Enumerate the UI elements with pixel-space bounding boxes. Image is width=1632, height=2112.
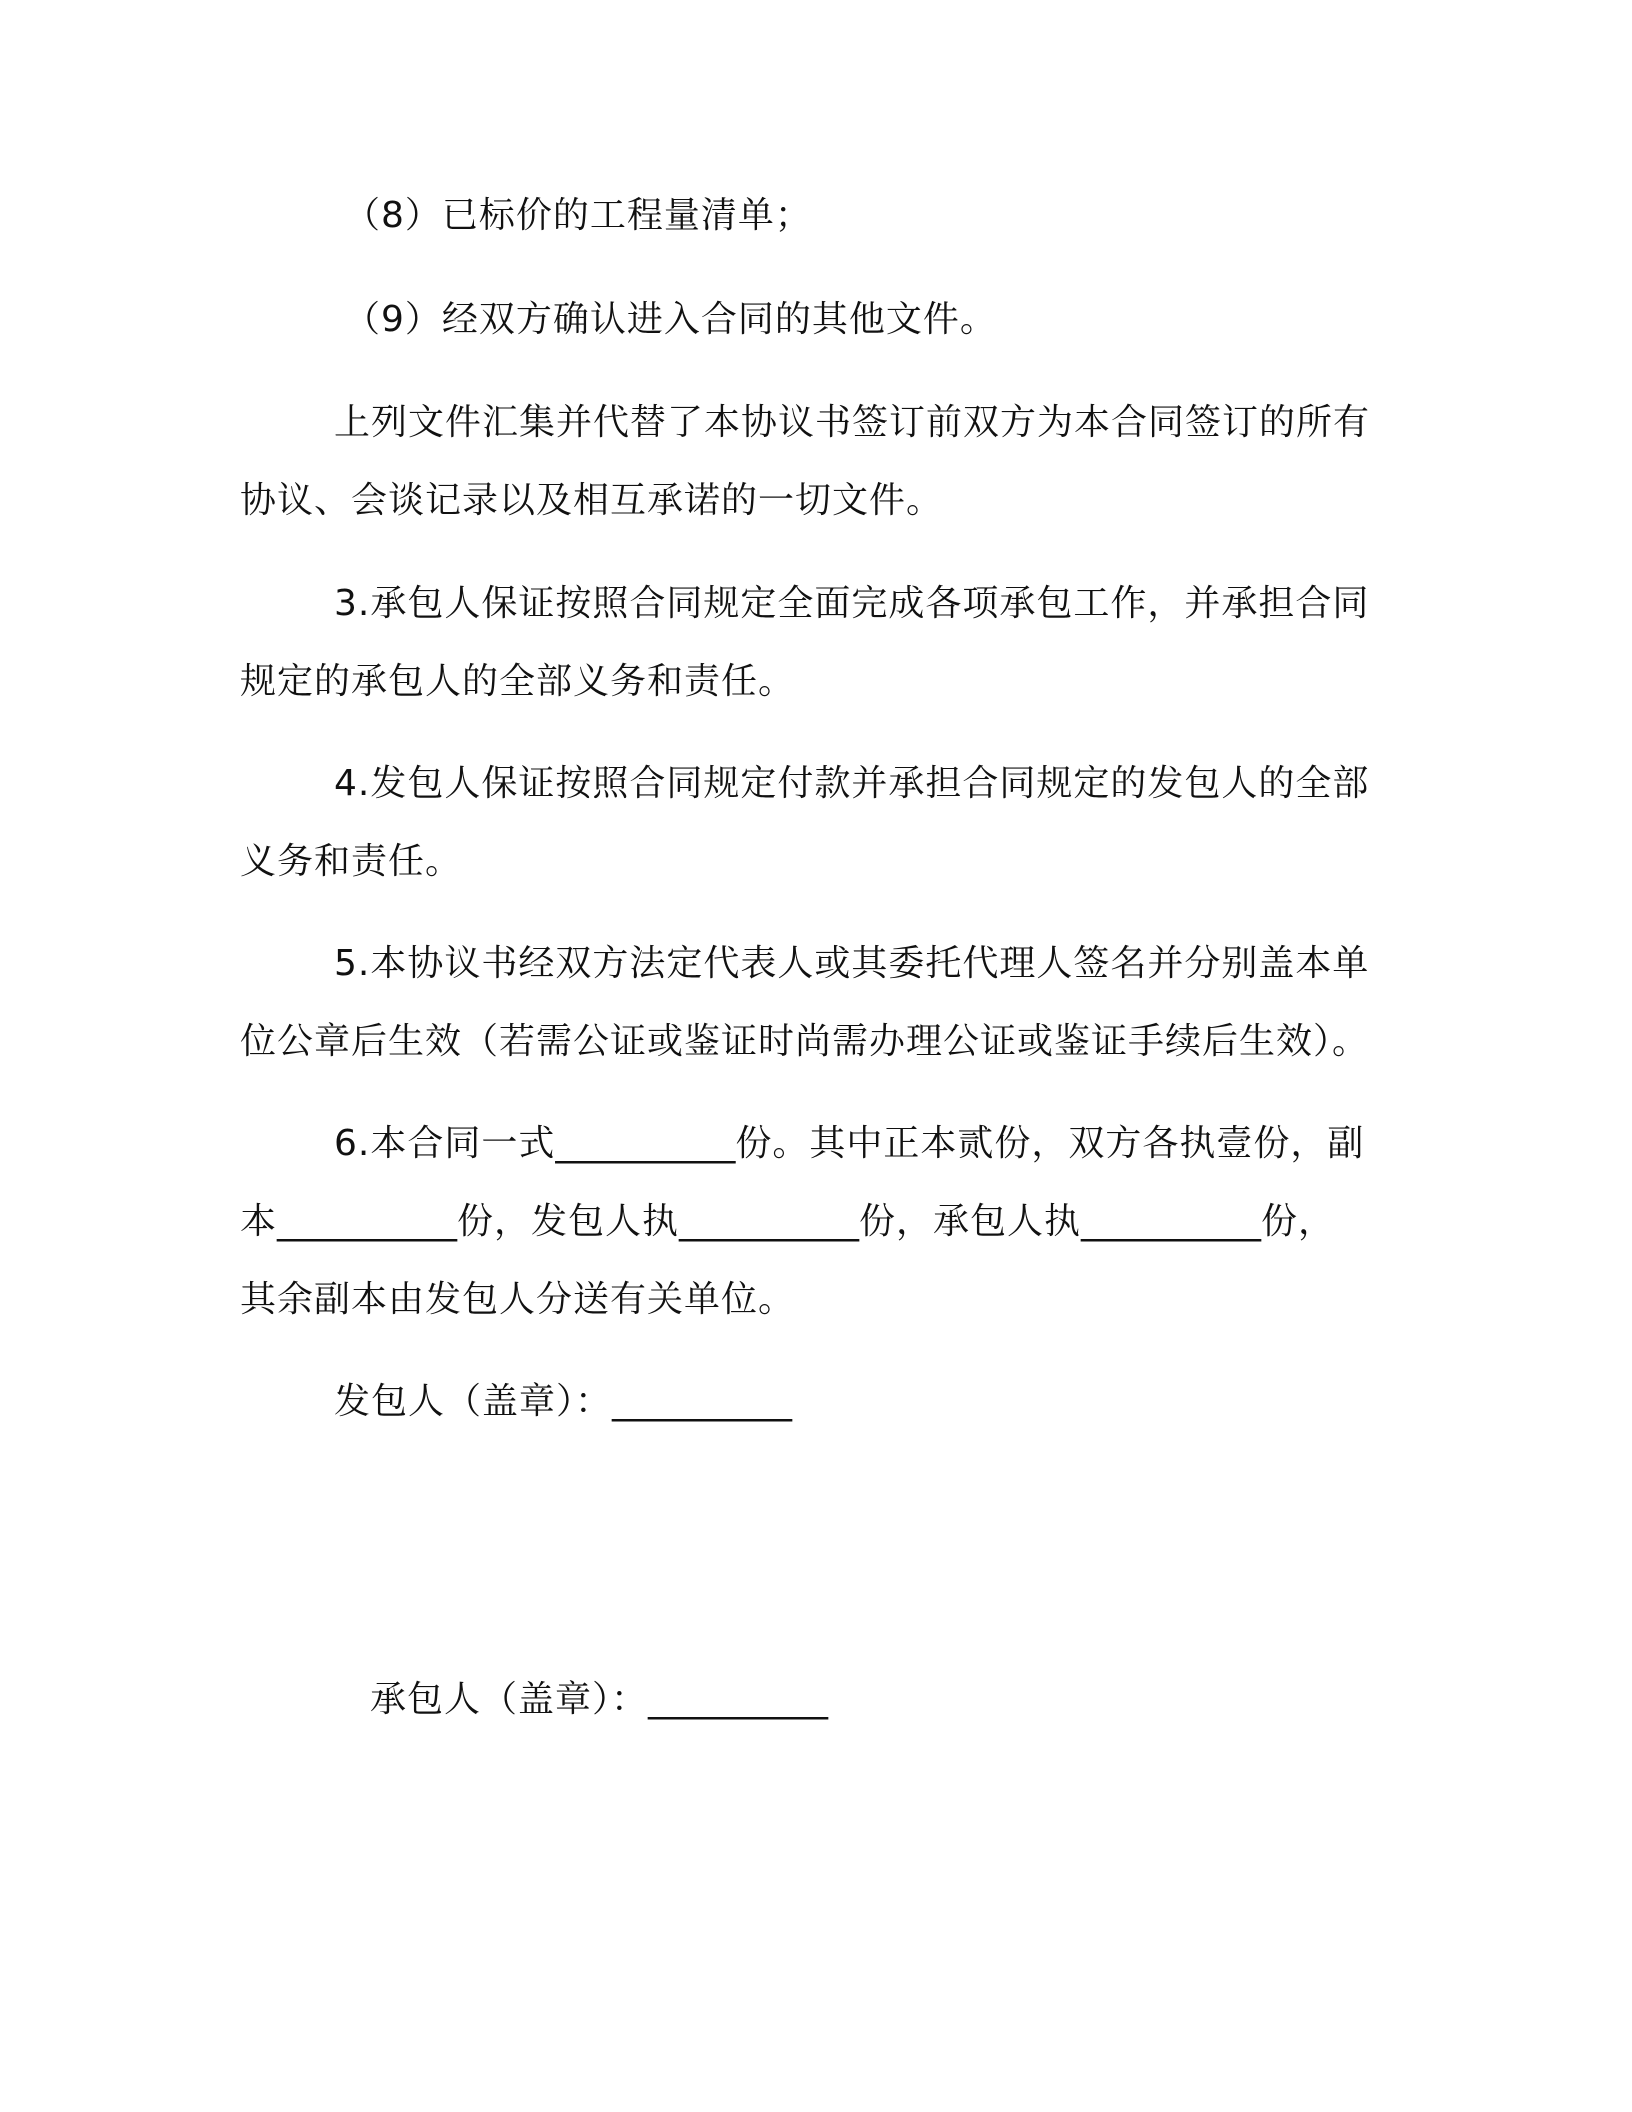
clause-6-text: 份，发包人执 [457,1201,680,1242]
clause-6-text: 份， [1261,1201,1336,1242]
list-item-8: （8）已标价的工程量清单； [344,195,812,236]
contractor-label: 承包人（盖章）： [370,1679,649,1720]
clause-5-line-1: 5.本协议书经双方法定代表人或其委托代理人签名并分别盖本单 [334,943,1370,984]
clause-6-text: 份。其中正本贰份，双方各执壹份，副 [735,1123,1365,1164]
clause-6-text: 6.本合同一式 [334,1123,556,1164]
list-item-9: （9）经双方确认进入合同的其他文件。 [344,299,997,340]
clause-4-line-2: 义务和责任。 [240,841,463,882]
clause-3-line-1: 3.承包人保证按照合同规定全面完成各项承包工作，并承担合同 [334,583,1370,624]
contractor-signature-line [370,1676,828,1724]
paragraph-supersede-line-2: 协议、会谈记录以及相互承诺的一切文件。 [240,480,944,521]
copies-contractor-blank: __________ [1081,1201,1262,1242]
copies-duplicate-blank: __________ [277,1201,458,1242]
clause-5-line-2: 位公章后生效（若需公证或鉴证时尚需办理公证或鉴证手续后生效）。 [240,1021,1370,1062]
clause-6-line-1 [334,1120,1364,1168]
clause-3-line-2: 规定的承包人的全部义务和责任。 [240,661,796,702]
contractor-seal-blank: __________ [648,1679,829,1720]
paragraph-supersede-line-1: 上列文件汇集并代替了本协议书签订前双方为本合同签订的所有 [334,402,1371,443]
employer-label: 发包人（盖章）： [334,1381,613,1422]
employer-signature-line [334,1378,792,1426]
employer-seal-blank: __________ [612,1381,793,1422]
clause-6-line-3: 其余副本由发包人分送有关单位。 [240,1279,796,1320]
clause-6-line-2 [240,1198,1335,1246]
clause-6-text: 本 [240,1201,278,1242]
clause-6-text: 份，承包人执 [859,1201,1082,1242]
copies-total-blank: __________ [555,1123,736,1164]
copies-employer-blank: __________ [679,1201,860,1242]
clause-4-line-1: 4.发包人保证按照合同规定付款并承担合同规定的发包人的全部 [334,763,1370,804]
